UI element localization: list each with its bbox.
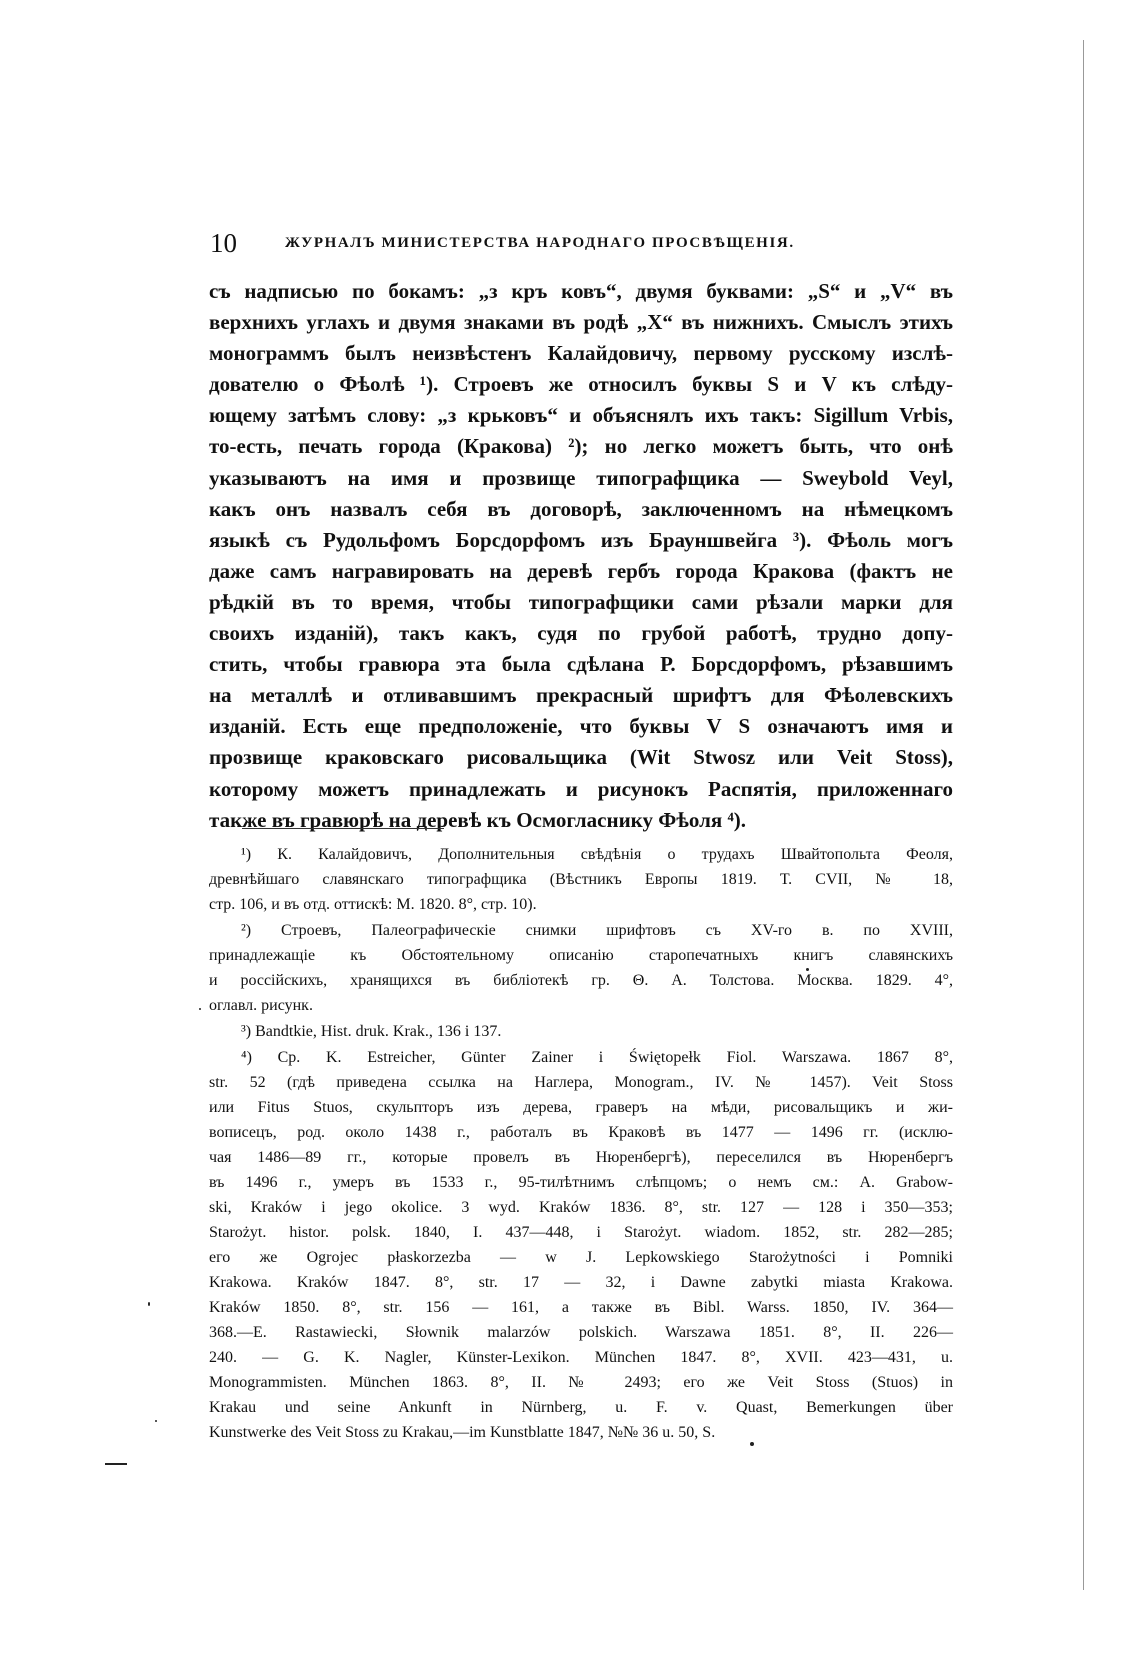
scan-speck bbox=[155, 1420, 157, 1422]
footnote-line: вописецъ, род. около 1438 г., работалъ въ Краковѣ въ 1477 — 1496 гг. (исклю- bbox=[209, 1124, 953, 1141]
main-text-line: какъ онъ назвалъ себя въ договорѣ, заключенномъ на нѣмецкомъ bbox=[209, 496, 953, 521]
footnote-line: стр. 106, и въ отд. оттискѣ: М. 1820. 8°, стр. 10). bbox=[209, 896, 537, 913]
footnote-line: ¹) К. Калайдовичъ, Дополнительныя свѣдѣнія о трудахъ Швайтопольта Феоля, bbox=[241, 846, 953, 863]
main-text-line: также въ гравюрѣ на деревѣ къ Осмогласнику Фѣоля ⁴). bbox=[209, 807, 747, 832]
footnote-line: или Fitus Stuos, скульпторъ изъ дерева, граверъ на мѣди, рисовальщикъ и жи- bbox=[209, 1099, 953, 1116]
main-text-line: верхнихъ углахъ и двумя знаками въ родѣ „X“ въ нижнихъ. Смыслъ этихъ bbox=[209, 310, 953, 335]
footnote-line: Starożyt. histor. polsk. 1840, I. 437—448, i Starożyt. wiadom. 1852, str. 282—285; bbox=[209, 1224, 953, 1241]
footnote-4 bbox=[209, 1045, 953, 1445]
footnote-line: Krakowa. Kraków 1847. 8°, str. 17 — 32, i Dawne zabytki miasta Krakowa. bbox=[209, 1274, 953, 1291]
main-text bbox=[209, 276, 953, 836]
footnote-line: въ 1496 г., умеръ въ 1533 г., 95-тилѣтнимъ слѣпцомъ; о немъ см.: A. Grabow- bbox=[209, 1174, 953, 1191]
footnote-1 bbox=[209, 842, 953, 917]
footnote-line: ²) Строевъ, Палеографическіе снимки шрифтовъ съ XV-го в. по XVIII, bbox=[241, 922, 953, 939]
footnote-line: ski, Kraków i jego okolice. 3 wyd. Kraków 1836. 8°, str. 127 — 128 i 350—353; bbox=[209, 1199, 953, 1216]
footnotes bbox=[209, 842, 953, 1446]
scan-speck bbox=[750, 1442, 754, 1446]
footnote-line: древнѣйшаго славянскаго типографщика (Вѣстникъ Европы 1819. Т. CVII, № 18, bbox=[209, 871, 953, 888]
footnote-line: 368.—E. Rastawiecki, Słownik malarzów polskich. Warszawa 1851. 8°, II. 226— bbox=[209, 1324, 953, 1341]
footnote-3 bbox=[209, 1019, 953, 1044]
main-text-line: которому можетъ принадлежать и рисунокъ Распятія, приложеннаго bbox=[209, 776, 953, 801]
footnote-line: его же Ogrojec płaskorzezba — w J. Lepkowskiego Starożytności i Pomniki bbox=[209, 1249, 953, 1266]
scan-speck bbox=[148, 1302, 150, 1306]
footnote-line: принадлежащіе къ Обстоятельному описанію старопечатныхъ книгъ славянскихъ bbox=[209, 947, 953, 964]
footnote-line: 240. — G. K. Nagler, Künster-Lexikon. München 1847. 8°, XVII. 423—431, u. bbox=[209, 1349, 953, 1366]
main-text-line: на металлѣ и отливавшимъ прекрасный шрифтъ для Фѣолевскихъ bbox=[209, 683, 953, 708]
footnote-line: Monogrammisten. München 1863. 8°, II. № 2493; его же Veit Stoss (Stuos) in bbox=[209, 1374, 953, 1391]
main-text-line: прозвище краковскаго рисовальщика (Wit Stwosz или Veit Stoss), bbox=[209, 745, 953, 770]
main-text-line: указываютъ на имя и прозвище типографщика — Sweybold Veyl, bbox=[209, 465, 953, 490]
page-number: 10 bbox=[210, 228, 237, 258]
footnote-separator bbox=[242, 828, 444, 829]
footnote-line: и россійскихъ, хранящихся въ библіотекѣ гр. Θ. А. Толстова. Москва. 1829. 4°, bbox=[209, 972, 953, 989]
footnote-line: Kraków 1850. 8°, str. 156 — 161, а также въ Bibl. Warss. 1850, IV. 364— bbox=[209, 1299, 953, 1316]
footnote-line: ⁴) Ср. K. Estreicher, Günter Zainer i Świętopełk Fiol. Warszawa. 1867 8°, bbox=[241, 1049, 953, 1066]
footnote-line: Krakau und seine Ankunft in Nürnberg, u. F. v. Quast, Bemerkungen über bbox=[209, 1399, 953, 1416]
page-edge-rule bbox=[1083, 40, 1084, 1590]
scan-speck bbox=[199, 1008, 201, 1010]
running-title: ЖУРНАЛЪ МИНИСТЕРСТВА НАРОДНАГО ПРОСВѢЩЕНІЯ. bbox=[285, 235, 795, 251]
main-text-line: своихъ изданій), такъ какъ, судя по грубой работѣ, трудно допу- bbox=[209, 621, 953, 646]
footnote-line: ³) Bandtkie, Hist. druk. Krak., 136 i 137. bbox=[241, 1023, 502, 1040]
main-text-line: изданій. Есть еще предположеніе, что буквы V S означаютъ имя и bbox=[209, 714, 953, 739]
footnote-line: чая 1486—89 гг., которые провелъ въ Нюренбергѣ), переселился въ Нюренбергъ bbox=[209, 1149, 953, 1166]
main-text-line: монограммъ былъ неизвѣстенъ Калайдовичу, первому русскому изслѣ- bbox=[209, 341, 953, 366]
main-text-line: даже самъ награвировать на деревѣ гербъ города Кракова (фактъ не bbox=[209, 558, 953, 583]
footnote-line: str. 52 (гдѣ приведена ссылка на Наглера, Monogram., IV. № 1457). Veit Stoss bbox=[209, 1074, 953, 1091]
footnote-line: оглавл. рисунк. bbox=[209, 997, 313, 1014]
footnote-line: Kunstwerke des Veit Stoss zu Krakau,—im Kunstblatte 1847, №№ 36 u. 50, S. bbox=[209, 1424, 716, 1441]
main-text-line: стить, чтобы гравюра эта была сдѣлана Р. Борсдорфомъ, рѣзавшимъ bbox=[209, 652, 953, 677]
main-text-line: рѣдкій въ то время, чтобы типографщики сами рѣзали марки для bbox=[209, 589, 953, 614]
main-text-line: то-есть, печать города (Кракова) ²); но легко можетъ быть, что онѣ bbox=[209, 434, 953, 459]
main-text-line: съ надписью по бокамъ: „з кръ ковъ“, двумя буквами: „S“ и „V“ въ bbox=[209, 279, 953, 303]
scan-speck bbox=[806, 968, 809, 971]
main-text-line: языкѣ съ Рудольфомъ Борсдорфомъ изъ Брауншвейга ³). Фѣоль могъ bbox=[209, 527, 953, 552]
main-text-line: дователю о Фѣолѣ ¹). Строевъ же относилъ буквы S и V къ слѣду- bbox=[209, 372, 953, 397]
footnote-2 bbox=[209, 918, 953, 1018]
margin-mark bbox=[105, 1463, 127, 1465]
page-header bbox=[210, 228, 950, 258]
main-text-line: ющему затѣмъ слову: „з крьковъ“ и объяснялъ ихъ такъ: Sigillum Vrbis, bbox=[209, 403, 953, 428]
